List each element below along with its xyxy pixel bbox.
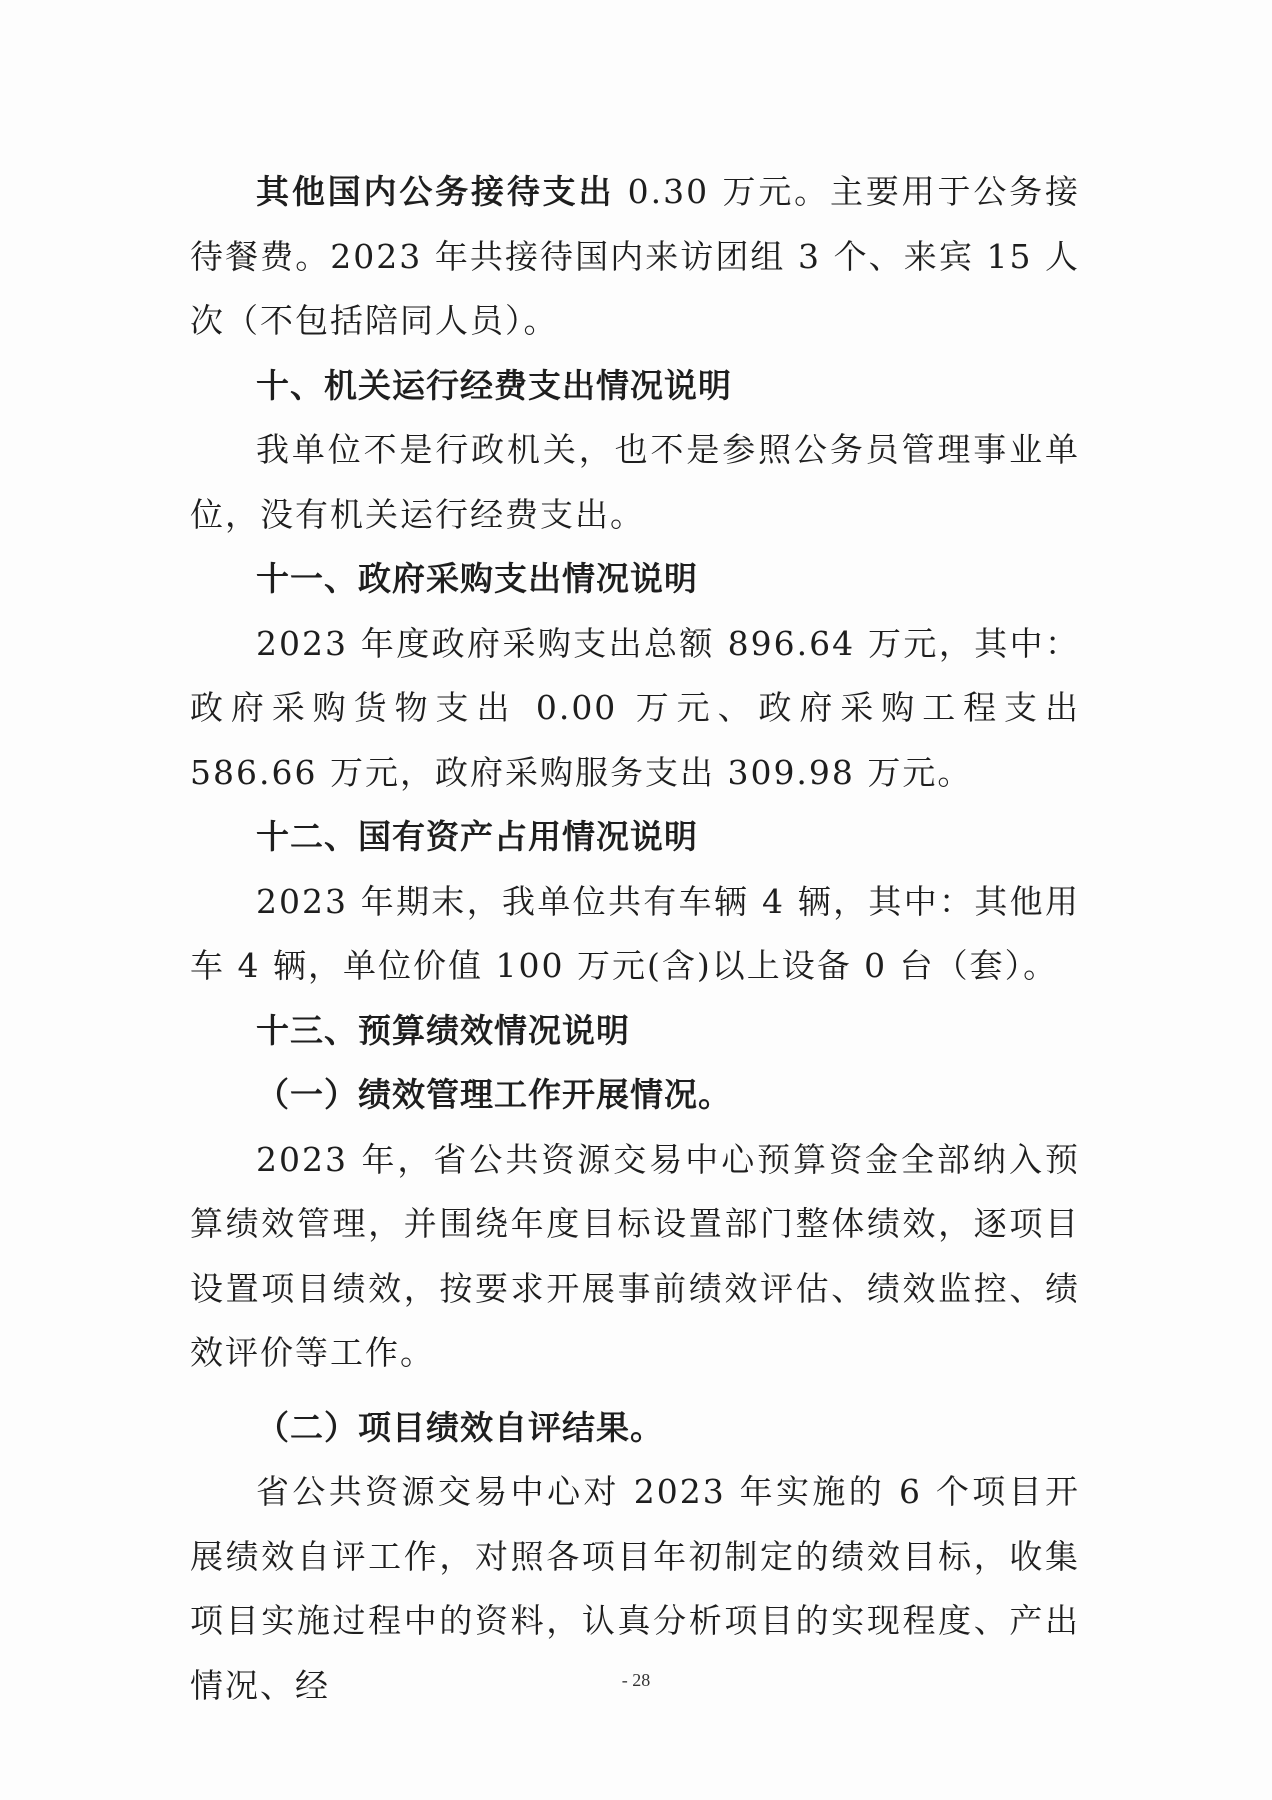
paragraph-reception-expenses [190,160,1080,354]
section-heading-11: 十一、政府采购支出情况说明 [256,559,698,598]
paragraph-text: 0.30 万元。主要用于公务接待餐费。2023 年共接待国内来访团组 3 个、来宾 15 人次（不包括陪同人员）。 [190,172,1080,340]
paragraph-operating-expenses: 我单位不是行政机关，也不是参照公务员管理事业单位，没有机关运行经费支出。 [190,430,1080,534]
section-heading-12: 十二、国有资产占用情况说明 [256,817,698,856]
section-heading-10: 十、机关运行经费支出情况说明 [256,365,732,405]
subsection-heading-1: （一）绩效管理工作开展情况。 [256,1075,732,1114]
subsection-heading-2: （二）项目绩效自评结果。 [256,1407,664,1447]
paragraph-performance-management: 2023 年，省公共资源交易中心预算资金全部纳入预算绩效管理，并围绕年度目标设置部门整体绩效，逐项目设置项目绩效，按要求开展事前绩效评估、绩效监控、绩效评价等工作。 [190,1139,1080,1372]
paragraph-self-evaluation: 省公共资源交易中心对 2023 年实施的 6 个项目开展绩效自评工作，对照各项目年初制定的绩效目标，收集项目实施过程中的资料，认真分析项目的实现程度、产出情况、经 [190,1472,1080,1705]
paragraph-procurement: 2023 年度政府采购支出总额 896.64 万元，其中：政府采购货物支出 0.00 万元、政府采购工程支出 586.66 万元，政府采购服务支出 309.98 万元。 [190,623,1080,792]
section-heading-13: 十三、预算绩效情况说明 [256,1010,630,1050]
paragraph-lead-text: 其他国内公务接待支出 [256,172,615,211]
page-number: - 28 [621,1670,651,1690]
document-body [190,160,1080,1718]
paragraph-assets: 2023 年期末，我单位共有车辆 4 辆，其中：其他用车 4 辆，单位价值 100 万元(含)以上设备 0 台（套）。 [190,881,1080,985]
